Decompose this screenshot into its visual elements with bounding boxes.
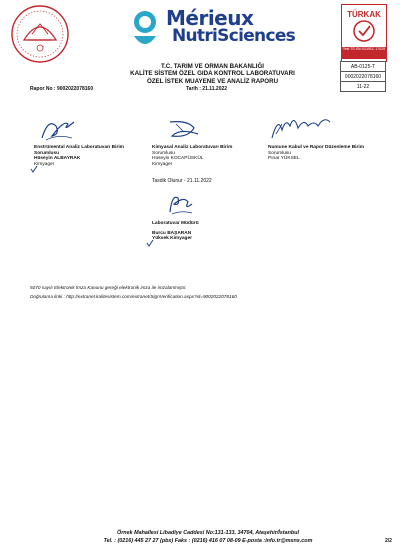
page-number: 2/2 <box>385 538 392 544</box>
accreditation-emblem-icon <box>352 19 376 43</box>
signature-block-1 <box>34 145 124 167</box>
accreditation-version: 11-22 <box>341 82 386 92</box>
report-number: Rapor No : 9002022078160 <box>30 86 94 92</box>
signature-image-1 <box>38 116 78 144</box>
signature-name: Hüseyin KOCAPÜSKÜL <box>152 156 204 162</box>
verified-check-icon <box>146 239 154 247</box>
signature-name: Pınar YÜKSEL <box>268 156 300 162</box>
brand-name: Mérieux <box>166 6 254 30</box>
e-signature-note: 5070 sayılı Elektronik İmza Kanunu gereği elektronik imza ile imzalanmıştır. <box>30 285 187 290</box>
turkak-standard: Test TS EN ISO/IEC 17025 <box>342 47 386 59</box>
approval-role: Yüksek Kimyager <box>152 236 192 242</box>
signature-image-approval <box>166 190 196 218</box>
report-title: ÖZEL İSTEK MUAYENE VE ANALİZ RAPORU <box>146 78 279 85</box>
signature-role: Kimyager <box>34 161 55 167</box>
signature-title-line: Sorumlusu <box>268 150 291 156</box>
signature-role: Kimyager <box>152 161 173 167</box>
ministry-seal-logo <box>10 4 70 64</box>
brand-subname: NutriSciences <box>172 26 296 46</box>
signature-title-line: Sorumlusu <box>152 150 175 156</box>
footer-contact: Tel. : (0216) 445 27 27 (pbx) Faks : (0216) 416 07 08-09 E-posta :info.tr@mxns.com <box>103 538 313 544</box>
approval-block <box>152 221 199 242</box>
verification-link[interactable]: Doğrulama linki : http://extranet.kalitesistem.com/extranet/SignVerification.aspx?id=9002022078160 <box>30 294 237 299</box>
report-date: Tarih : 21.11.2022 <box>186 86 228 92</box>
ministry-title: T.C. TARIM VE ORMAN BAKANLIĞI <box>160 63 264 70</box>
signature-title-line: Kimyasal Analiz Laboratuvarı Birim <box>152 145 233 150</box>
signature-block-3 <box>268 145 364 162</box>
signature-image-2 <box>164 116 204 144</box>
approval-text: Tasdik Olunur - 21.11.2022 <box>152 178 212 184</box>
footer-address: Örnek Mahallesi Libadiye Caddesi No:131-133, 34704, Ataşehir/İstanbul <box>117 530 299 536</box>
turkak-label: TÜRKAK <box>347 10 381 19</box>
signature-title-line: Sorumlusu <box>34 150 60 156</box>
drop-icon <box>128 8 162 48</box>
turkak-badge <box>341 4 387 62</box>
verified-check-icon <box>30 165 38 173</box>
signature-image-3 <box>268 112 334 144</box>
accreditation-table <box>340 61 386 92</box>
signature-title-line: Enstrümental Analiz Laboratuvarı Birim <box>34 145 124 150</box>
approval-name: Burcu BAŞARAN <box>152 230 192 236</box>
laboratory-title: KALİTE SİSTEM ÖZEL GIDA KONTROL LABORATUVARI <box>130 70 295 77</box>
signature-block-2 <box>152 145 232 167</box>
accreditation-report-no: 9002022078160 <box>341 72 386 82</box>
signature-name: Hüseyin ALBAYRAK <box>34 156 81 162</box>
merieux-logo <box>128 6 298 52</box>
accreditation-code: AB-0125-T <box>341 62 386 72</box>
signature-title-line: Numune Kabul ve Rapor Düzenleme Birim <box>268 145 364 150</box>
approval-title: Laboratuvar Müdürü <box>152 221 199 226</box>
